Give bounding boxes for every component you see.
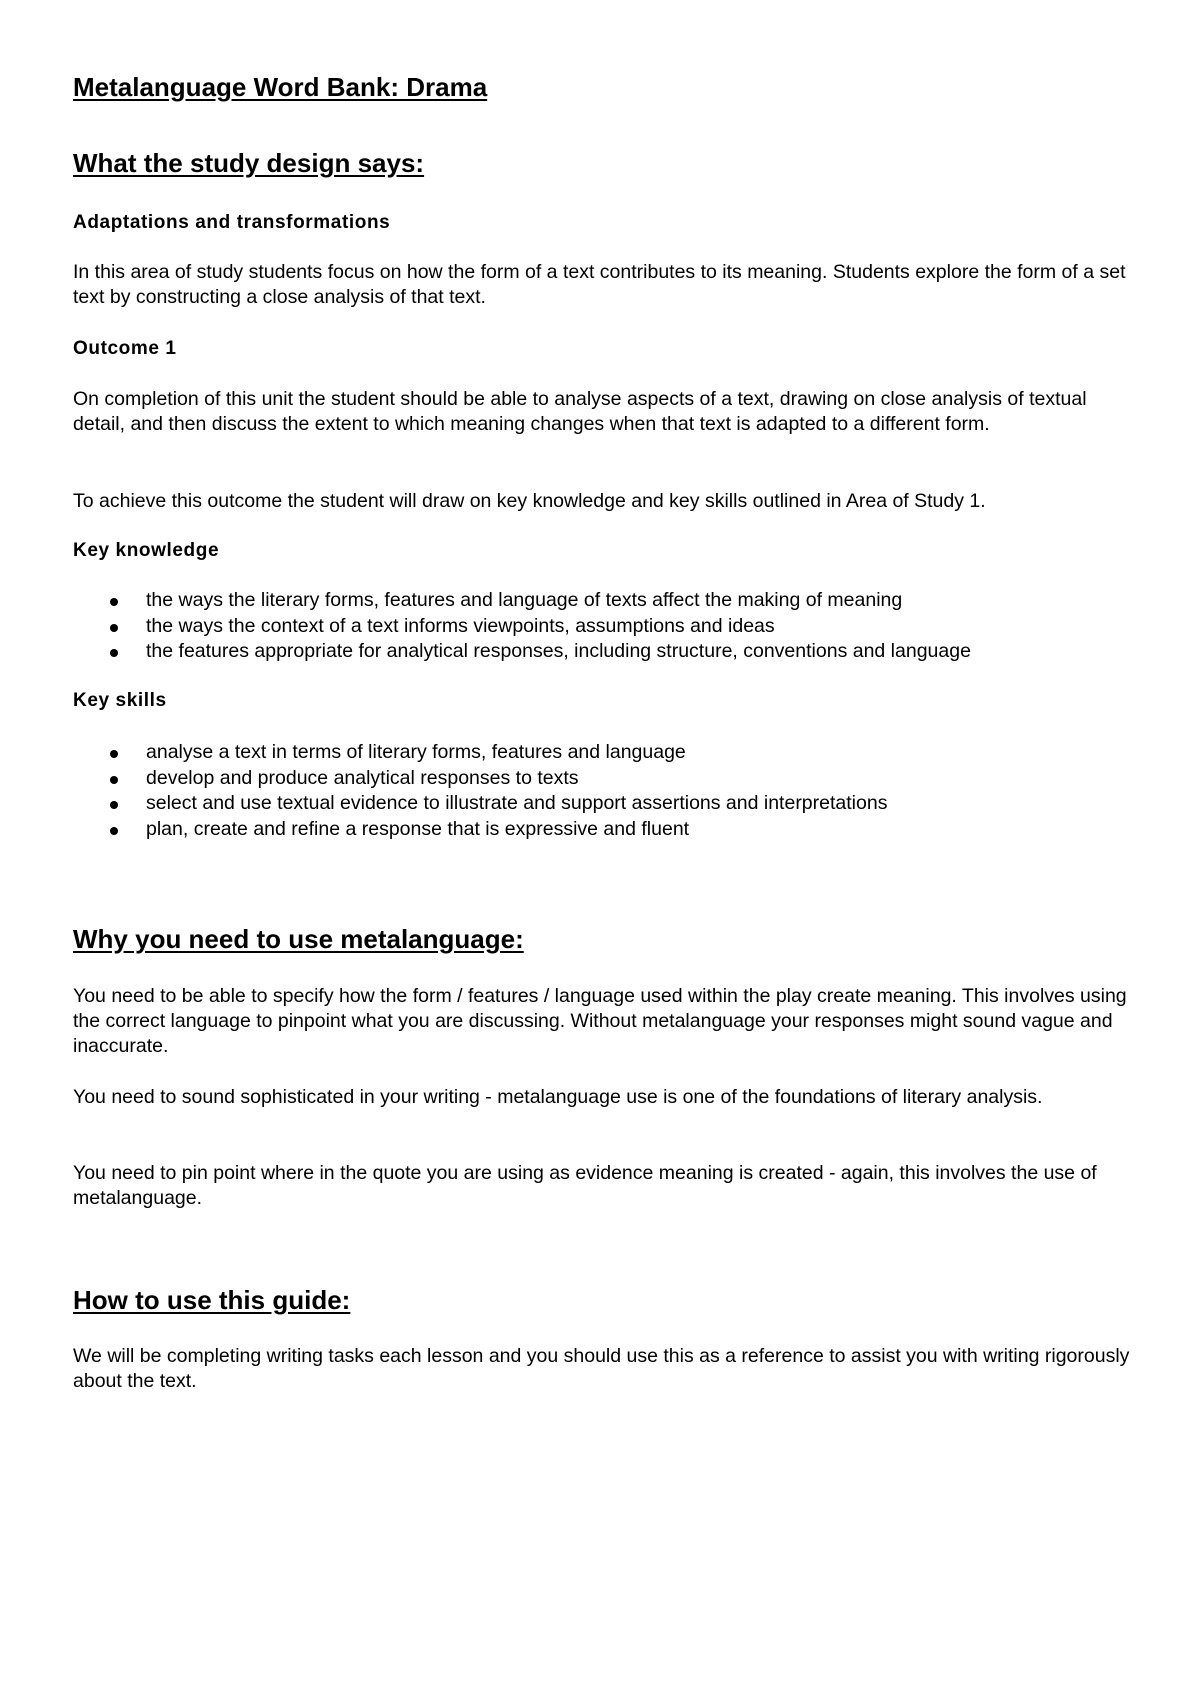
adaptations-subheading: Adaptations and transformations	[73, 212, 391, 233]
bullet-icon	[110, 776, 118, 784]
study-design-heading: What the study design says:	[73, 148, 425, 178]
bullet-icon	[110, 801, 118, 809]
list-item: select and use textual evidence to illustrate and support assertions and interpretations	[73, 791, 1133, 817]
list-item: the ways the literary forms, features and language of texts affect the making of meaning	[73, 588, 1133, 614]
bullet-icon	[110, 649, 118, 657]
key-skills-heading: Key skills	[73, 690, 167, 711]
why-paragraph-3: You need to pin point where in the quote you are using as evidence meaning is created - again, this involves the use of metalanguage.	[73, 1162, 1097, 1209]
intro-paragraph: In this area of study students focus on how the form of a text contributes to its meaning. Students explore the form of a set text by constructing a close analysis of that text.	[73, 261, 1126, 308]
list-item: analyse a text in terms of literary forms, features and language	[73, 740, 1133, 766]
how-paragraph: We will be completing writing tasks each lesson and you should use this as a reference to assist you with writing rigorously about the text.	[73, 1345, 1130, 1392]
key-skills-list	[73, 740, 1133, 842]
bullet-icon	[110, 827, 118, 835]
list-item: the ways the context of a text informs viewpoints, assumptions and ideas	[73, 614, 1133, 640]
page-title: Metalanguage Word Bank: Drama	[73, 72, 488, 102]
bullet-icon	[110, 624, 118, 632]
list-item: plan, create and refine a response that is expressive and fluent	[73, 817, 1133, 843]
list-item: develop and produce analytical responses to texts	[73, 766, 1133, 792]
outcome-heading: Outcome 1	[73, 338, 177, 359]
bullet-icon	[110, 750, 118, 758]
bullet-icon	[110, 598, 118, 606]
why-paragraph-2: You need to sound sophisticated in your writing - metalanguage use is one of the foundations of literary analysis.	[73, 1086, 1043, 1108]
how-heading: How to use this guide:	[73, 1285, 351, 1315]
why-paragraph-1: You need to be able to specify how the form / features / language used within the play create meaning. This involves using the correct language to pinpoint what you are discussing. Without metalanguage your responses might sound vague and inaccurate.	[73, 985, 1127, 1057]
key-knowledge-heading: Key knowledge	[73, 540, 220, 561]
key-knowledge-list	[73, 588, 1133, 665]
list-item: the features appropriate for analytical responses, including structure, conventions and language	[73, 639, 1133, 665]
outcome-paragraph: On completion of this unit the student should be able to analyse aspects of a text, drawing on close analysis of textual detail, and then discuss the extent to which meaning changes when that text is adapted to a different form.	[73, 388, 1087, 435]
achieve-paragraph: To achieve this outcome the student will draw on key knowledge and key skills outlined in Area of Study 1.	[73, 490, 986, 512]
why-heading: Why you need to use metalanguage:	[73, 924, 524, 954]
